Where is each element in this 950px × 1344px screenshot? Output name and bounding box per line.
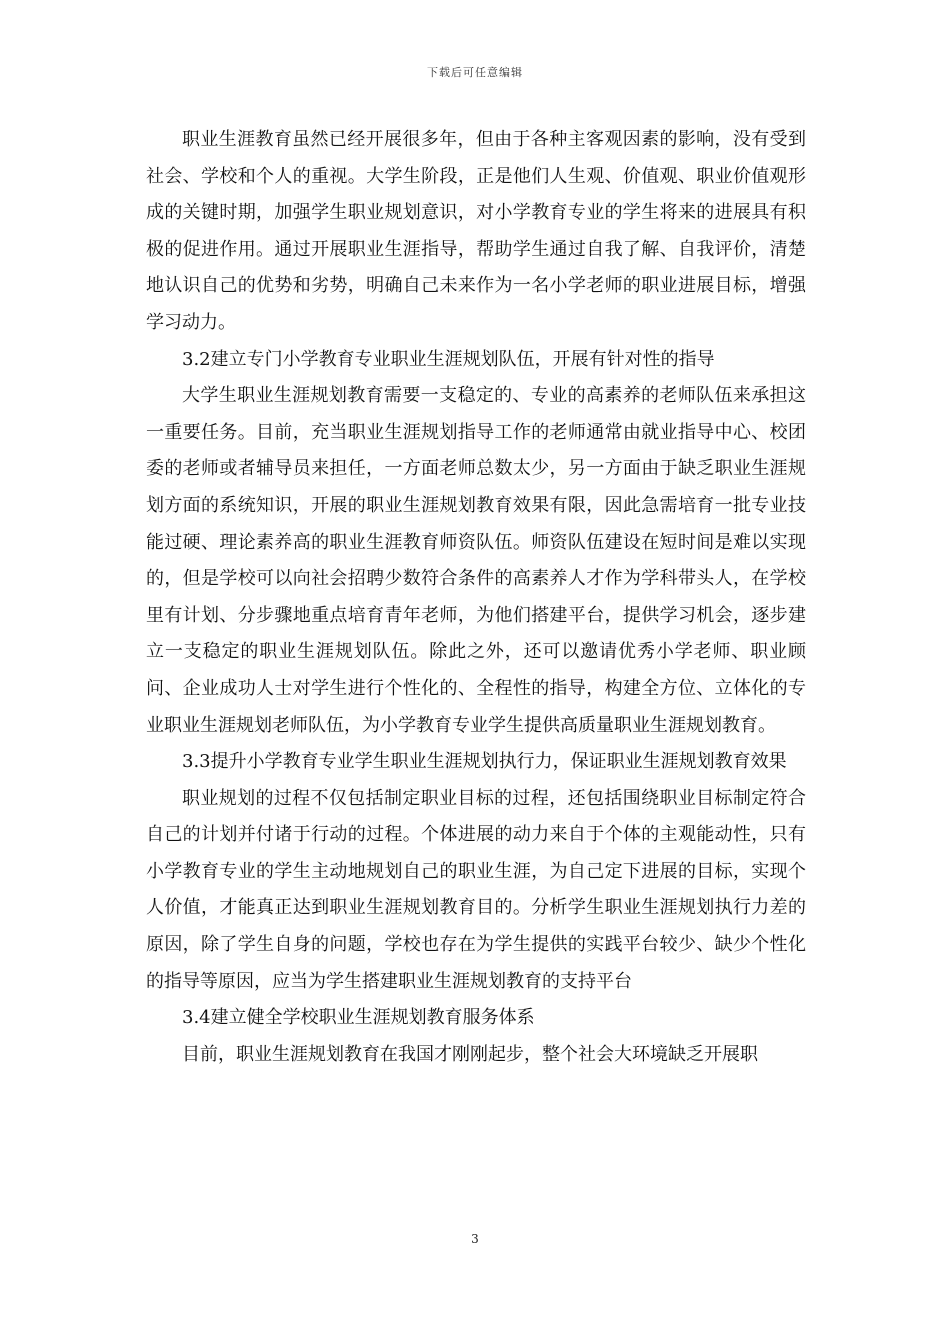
paragraph-intro: 职业生涯教育虽然已经开展很多年，但由于各种主客观因素的影响，没有受到社会、学校和个人的重视。大学生阶段，正是他们人生观、价值观、职业价值观形成的关键时期，加强学生职业规划意识，对小学教育专业的学生将来的进展具有积极的促进作用。通过开展职业生涯指导，帮助学生通过自我了解、自我评价，清楚地认识自己的优势和劣势，明确自己未来作为一名小学老师的职业进展目标，增强学习动力。	[146, 129, 806, 333]
section-heading-3-2: 3.2建立专门小学教育专业职业生涯规划队伍，开展有针对性的指导	[182, 348, 715, 370]
section-heading-3-3: 3.3提升小学教育专业学生职业生涯规划执行力，保证职业生涯规划教育效果	[182, 751, 787, 773]
section-heading-3-4: 3.4建立健全学校职业生涯规划教育服务体系	[182, 1007, 535, 1029]
paragraph-3-2: 大学生职业生涯规划教育需要一支稳定的、专业的高素养的老师队伍来承担这一重要任务。目前，充当职业生涯规划指导工作的老师通常由就业指导中心、校团委的老师或者辅导员来担任，一方面老师总数太少，另一方面由于缺乏职业生涯规划方面的系统知识，开展的职业生涯规划教育效果有限，因此急需培育一批专业技能过硬、理论素养高的职业生涯教育师资队伍。师资队伍建设在短时间是难以实现的，但是学校可以向社会招聘少数符合条件的高素养人才作为学科带头人，在学校里有计划、分步骤地重点培育青年老师，为他们搭建平台，提供学习机会，逐步建立一支稳定的职业生涯规划队伍。除此之外，还可以邀请优秀小学老师、职业顾问、企业成功人士对学生进行个性化的、全程性的指导，构建全方位、立体化的专业职业生涯规划老师队伍，为小学教育专业学生提供高质量职业生涯规划教育。	[146, 385, 806, 736]
page-number: 3	[471, 1232, 479, 1246]
document-body	[146, 122, 806, 1073]
paragraph-3-3: 职业规划的过程不仅包括制定职业目标的过程，还包括围绕职业目标制定符合自己的计划并付诸于行动的过程。个体进展的动力来自于个体的主观能动性，只有小学教育专业的学生主动地规划自己的职业生涯，为自己定下进展的目标，实现个人价值，才能真正达到职业生涯规划教育目的。分析学生职业生涯规划执行力差的原因，除了学生自身的问题，学校也存在为学生提供的实践平台较少、缺少个性化的指导等原因，应当为学生搭建职业生涯规划教育的支持平台	[146, 787, 806, 992]
page-header: 下载后可任意编辑	[427, 66, 523, 79]
paragraph-3-4: 目前，职业生涯规划教育在我国才刚刚起步，整个社会大环境缺乏开展职	[182, 1043, 758, 1065]
